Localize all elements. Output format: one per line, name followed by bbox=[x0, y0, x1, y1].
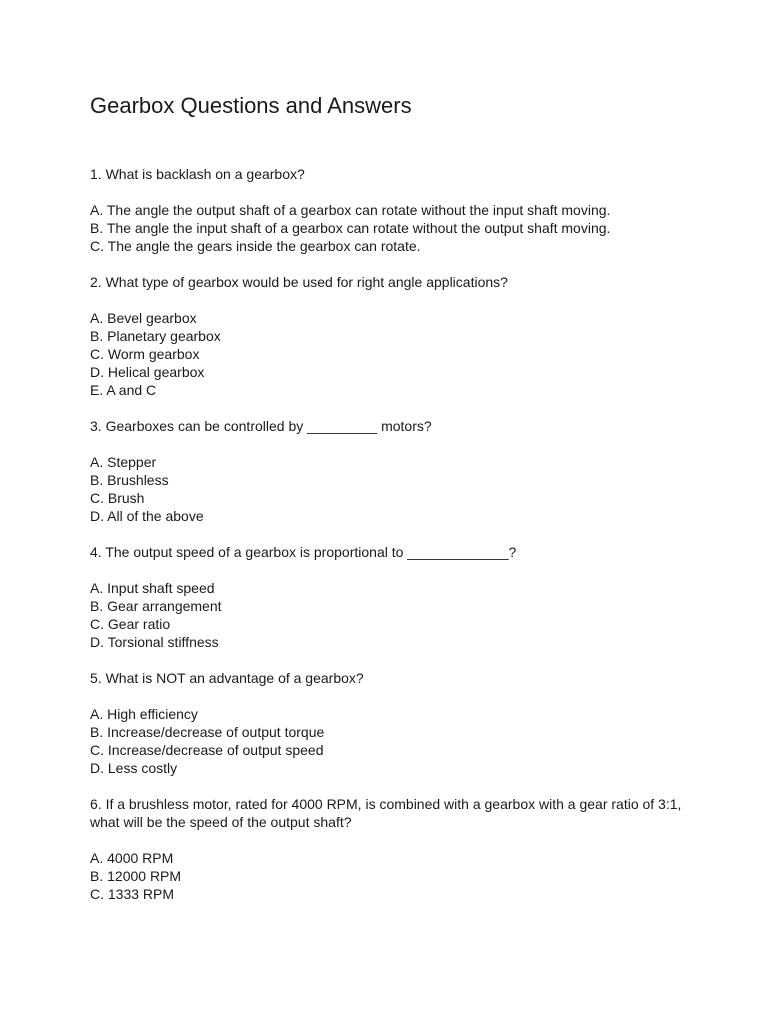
answer-option: A. High efficiency bbox=[90, 706, 198, 722]
answer-option: C. Increase/decrease of output speed bbox=[90, 742, 324, 758]
answer-option: D. Torsional stiffness bbox=[90, 634, 219, 650]
answer-option: B. Brushless bbox=[90, 472, 169, 488]
question-6 bbox=[90, 795, 690, 903]
answer-option: C. 1333 RPM bbox=[90, 886, 175, 902]
answer-option: C. The angle the gears inside the gearbox can rotate. bbox=[90, 238, 421, 254]
page-title: Gearbox Questions and Answers bbox=[90, 93, 412, 118]
answer-option: B. Gear arrangement bbox=[90, 598, 222, 614]
answer-option: D. All of the above bbox=[90, 508, 204, 524]
answer-options bbox=[90, 579, 690, 651]
answer-option: A. The angle the output shaft of a gearbox can rotate without the input shaft moving. bbox=[90, 202, 611, 218]
question-text: 1. What is backlash on a gearbox? bbox=[90, 166, 305, 182]
answer-option: B. 12000 RPM bbox=[90, 868, 182, 884]
question-text: 4. The output speed of a gearbox is proportional to _____________? bbox=[90, 544, 517, 560]
question-1 bbox=[90, 165, 690, 255]
answer-option: A. Input shaft speed bbox=[90, 580, 215, 596]
answer-option: C. Brush bbox=[90, 490, 145, 506]
answer-option: A. Bevel gearbox bbox=[90, 310, 197, 326]
answer-options bbox=[90, 309, 690, 399]
answer-options bbox=[90, 201, 690, 255]
question-4 bbox=[90, 543, 690, 651]
question-text: 6. If a brushless motor, rated for 4000 RPM, is combined with a gearbox with a gear ratio of 3:1, what will be the speed of the output shaft? bbox=[90, 796, 682, 830]
answer-option: C. Worm gearbox bbox=[90, 346, 200, 362]
question-2 bbox=[90, 273, 690, 399]
answer-option: E. A and C bbox=[90, 382, 157, 398]
question-3 bbox=[90, 417, 690, 525]
answer-option: C. Gear ratio bbox=[90, 616, 171, 632]
answer-option: A. 4000 RPM bbox=[90, 850, 174, 866]
answer-option: B. The angle the input shaft of a gearbox can rotate without the output shaft moving. bbox=[90, 220, 611, 236]
answer-options bbox=[90, 705, 690, 777]
answer-option: B. Planetary gearbox bbox=[90, 328, 221, 344]
document-content bbox=[90, 92, 690, 921]
answer-option: A. Stepper bbox=[90, 454, 157, 470]
answer-options bbox=[90, 849, 690, 903]
question-5 bbox=[90, 669, 690, 777]
answer-option: D. Less costly bbox=[90, 760, 178, 776]
question-text: 3. Gearboxes can be controlled by _________ motors? bbox=[90, 418, 432, 434]
question-text: 2. What type of gearbox would be used for right angle applications? bbox=[90, 274, 508, 290]
question-text: 5. What is NOT an advantage of a gearbox? bbox=[90, 670, 364, 686]
answer-options bbox=[90, 453, 690, 525]
answer-option: B. Increase/decrease of output torque bbox=[90, 724, 325, 740]
answer-option: D. Helical gearbox bbox=[90, 364, 205, 380]
